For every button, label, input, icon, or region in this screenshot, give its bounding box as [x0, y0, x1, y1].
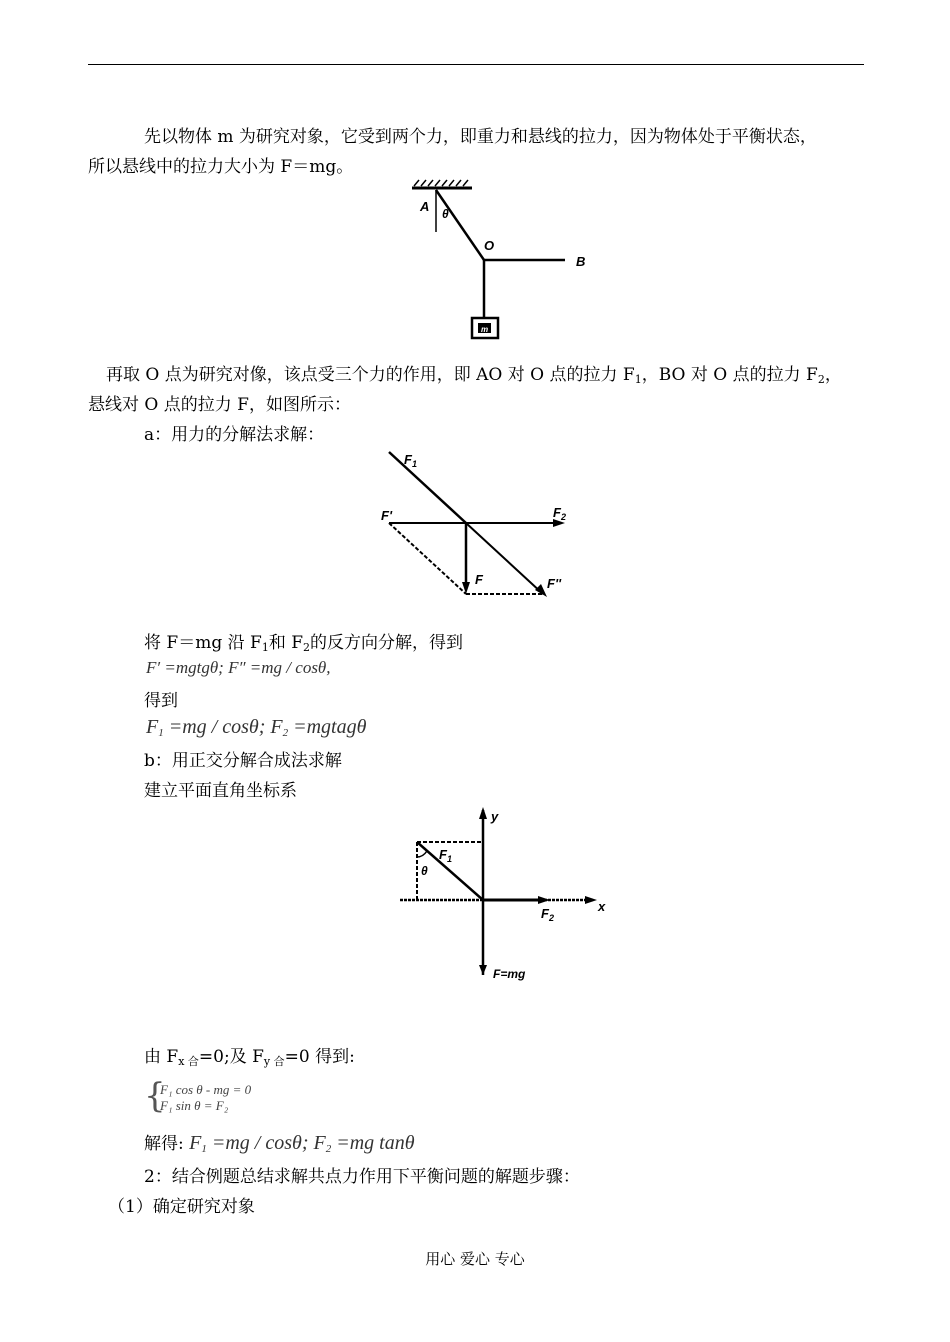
steps-heading: 2：结合例题总结求解共点力作用下平衡问题的解题步骤：: [144, 1167, 580, 1187]
label-A: A: [420, 199, 430, 214]
arrow-Fpp: [535, 584, 547, 597]
para1-line1: 先以物体 m 为研究对象，它受到两个力，即重力和悬线的拉力，因为物体处于平衡状态，: [144, 127, 817, 147]
label-x: x: [598, 899, 606, 914]
mass-label: m: [481, 325, 489, 334]
label-Fprime: F': [381, 508, 393, 523]
page-footer: 用心 爱心 专心: [425, 1250, 525, 1268]
label-F1: $F_1$: [404, 452, 417, 469]
method-b-heading: b：用正交分解合成法求解: [144, 751, 342, 771]
system-line-1: F₁ cos θ - mg = 0: [160, 1082, 252, 1097]
label-Fdoubleprime: F'': [547, 576, 562, 591]
arrow-Fmg: [479, 965, 487, 975]
label-theta: θ: [442, 207, 449, 221]
equilibrium-condition: 由 $F_{x 合}=0$;及 $F_{y 合}=0$ 得到:: [144, 1047, 355, 1068]
step-1: （1）确定研究对象: [108, 1197, 255, 1217]
method-a-heading: a：用力的分解法求解：: [144, 425, 325, 445]
system-line-2: F₁ sin θ = F₂: [160, 1098, 229, 1113]
figure-suspension: [400, 178, 600, 348]
figure-coordinates: [395, 805, 615, 985]
para2-line2: 悬线对 O 点的拉力 F，如图所示：: [88, 395, 351, 415]
coordinate-title: 建立平面直角坐标系: [144, 781, 297, 801]
para1-line2: 所以悬线中的拉力大小为 F＝mg。: [88, 157, 354, 177]
label-theta: θ: [421, 864, 428, 878]
label-F1: $F_1$: [439, 847, 452, 864]
y-axis-arrow: [479, 807, 487, 819]
x-axis-arrow: [585, 896, 597, 904]
label-B: B: [576, 254, 586, 269]
label-Fmg: F=mg: [493, 967, 526, 981]
header-rule: [88, 64, 864, 65]
equation-result-a: $F_1 =mg / \cos\theta$; $F_2$ =mgtagθ: [146, 716, 367, 739]
angle-arc: [417, 851, 427, 857]
decomposition-text: 将 F＝mg 沿 $F_1$和 $F_2$的反方向分解，得到: [144, 633, 464, 654]
solution-line: 解得: $F_1 =mg / \cos\theta$; $F_2 =mg$ tanθ: [144, 1132, 415, 1155]
label-O: O: [484, 238, 495, 253]
label-F: F: [475, 572, 483, 587]
label-y: y: [491, 809, 499, 824]
force-F1-line: [389, 452, 466, 523]
figure-decomposition: [375, 448, 585, 608]
para2-line1: 再取 O 点为研究对像，该点受三个力的作用，即 AO 对 O 点的拉力 $F_1$，BO 对 O 点的拉力 $F_2$，: [106, 365, 842, 386]
label-F2: $F_2$: [541, 906, 554, 923]
ceiling-hatch: [414, 180, 468, 186]
arrow-F2: [538, 896, 550, 904]
equation-components: F′ =mgtgθ; F″ =mg / cosθ,: [146, 658, 331, 677]
arrow-F: [462, 582, 470, 594]
string-AO: [436, 190, 484, 260]
label-F2: $F_2$: [553, 505, 566, 522]
result-label-1: 得到: [144, 691, 178, 711]
parallelogram-left: [389, 523, 466, 594]
system-brace: {: [144, 1076, 166, 1116]
